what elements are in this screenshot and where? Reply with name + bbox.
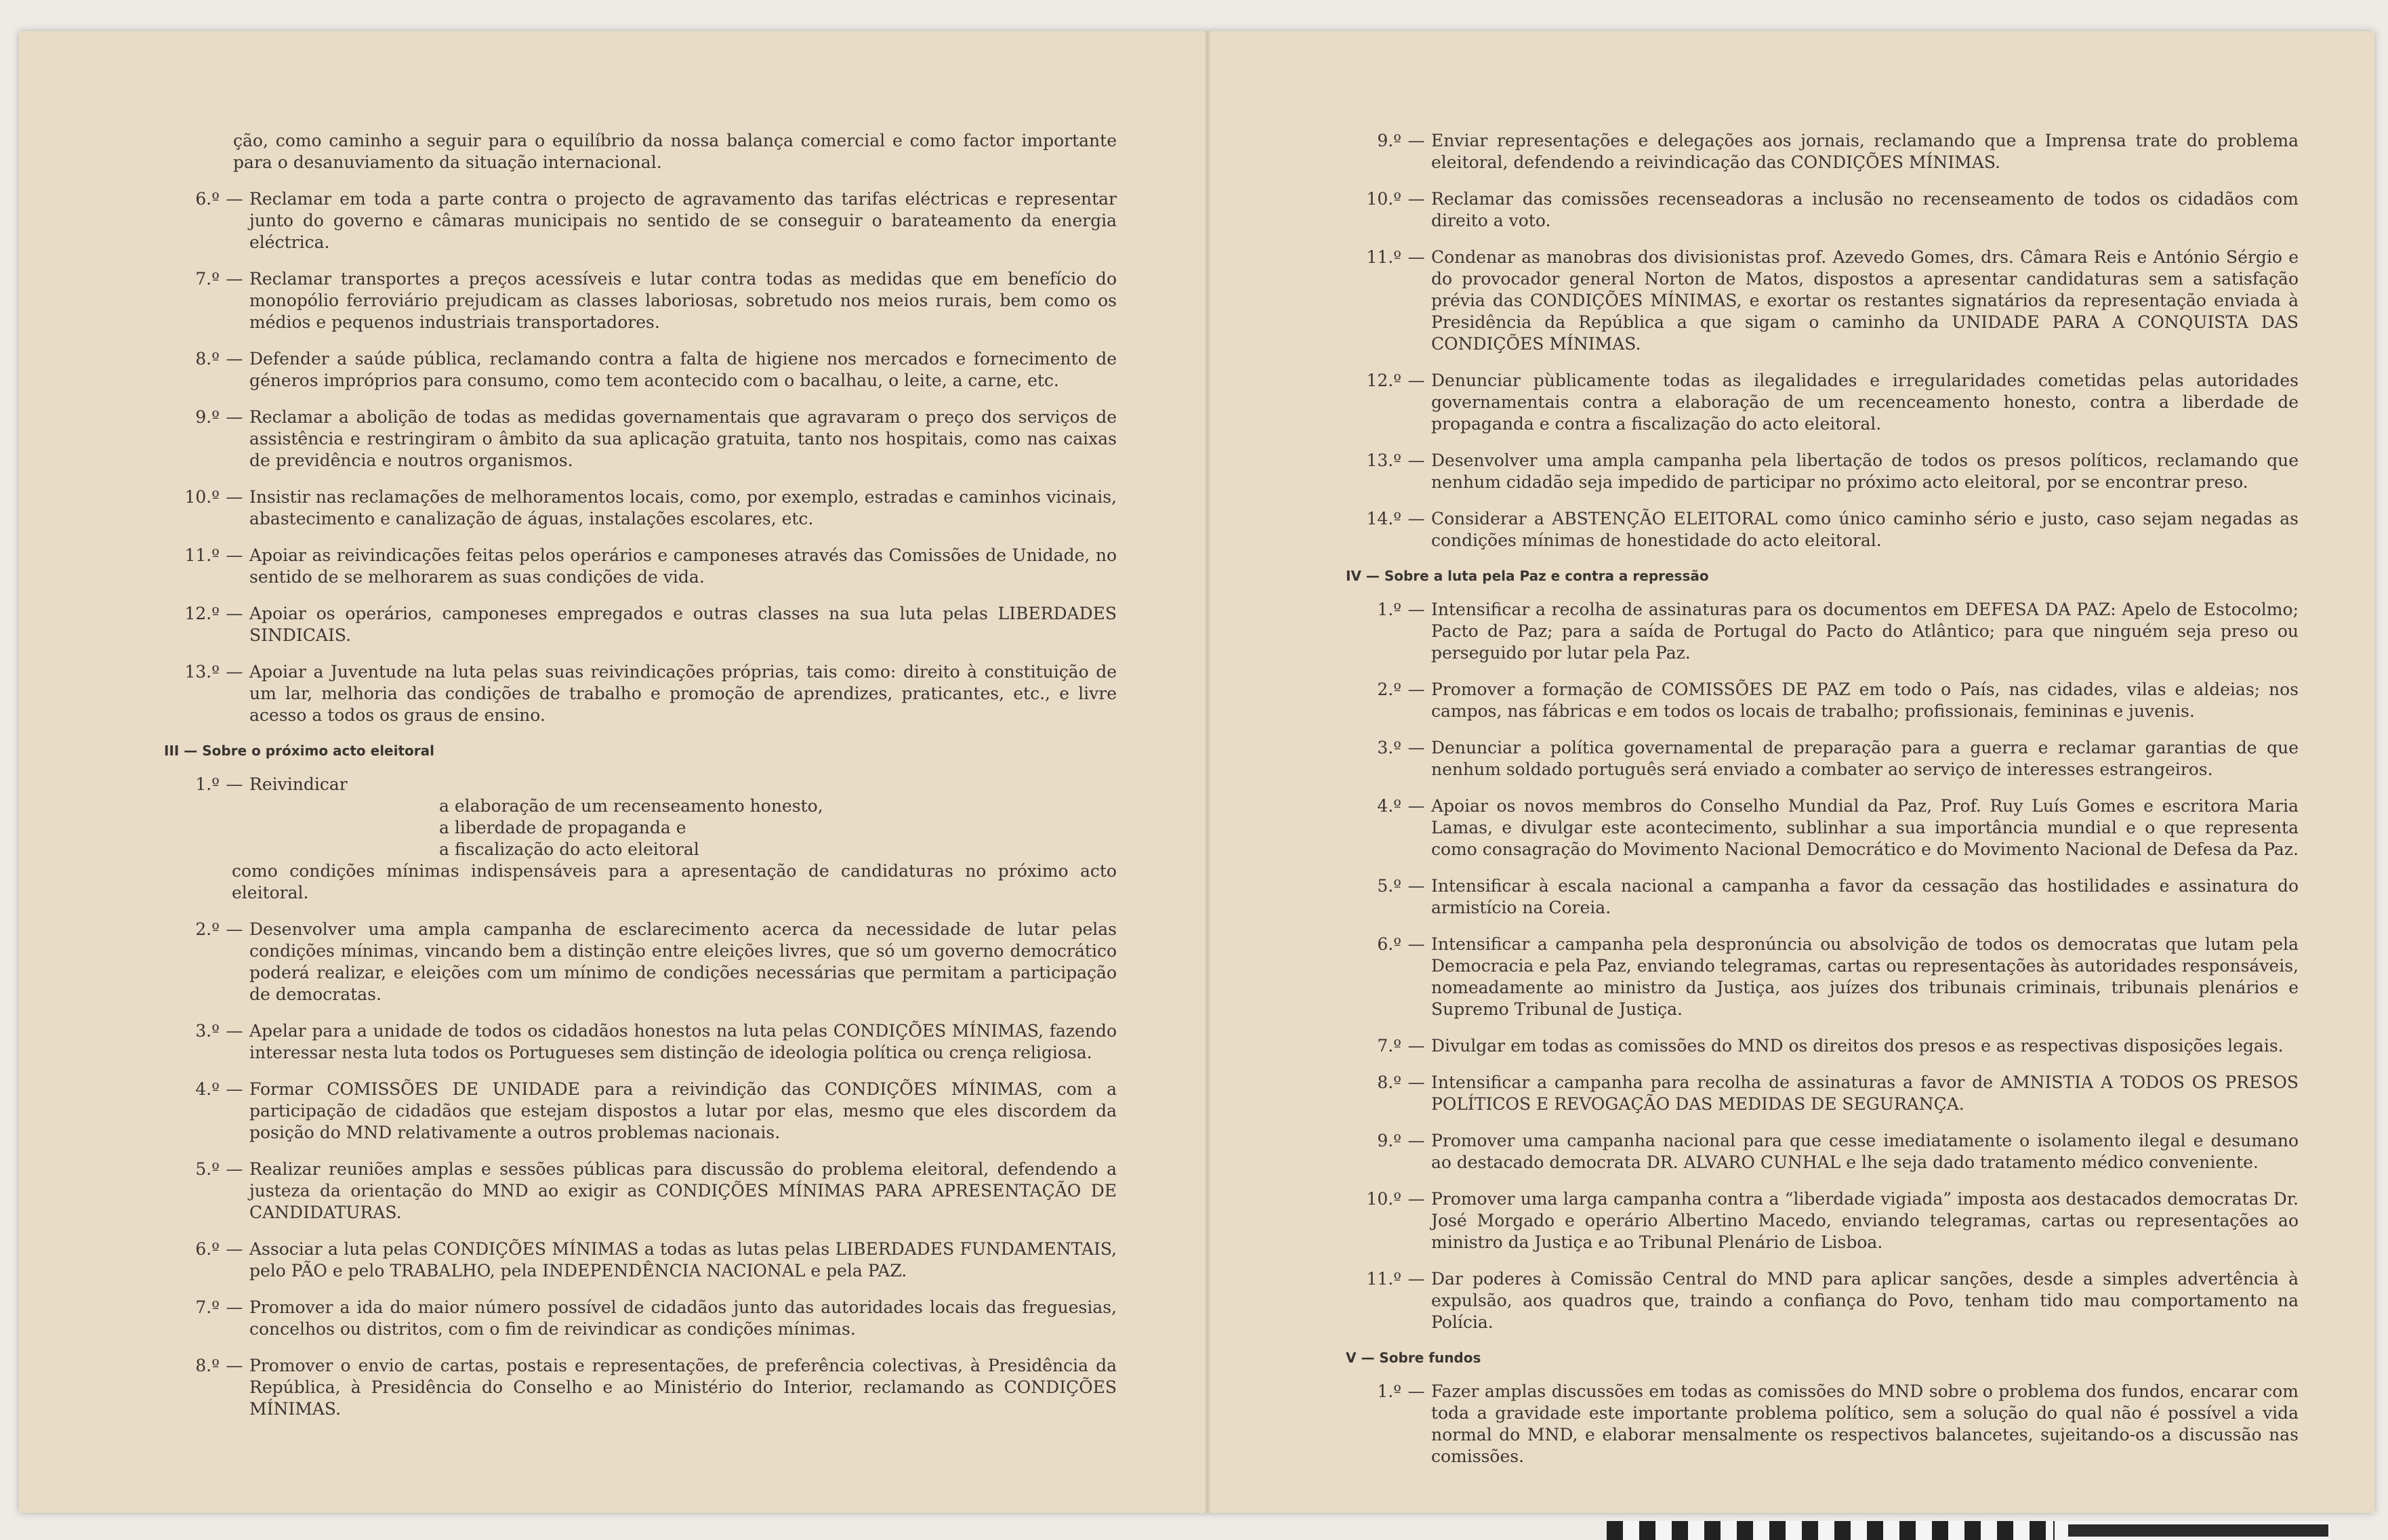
item-text: Divulgar em todas as comissões do MND os direitos dos presos e as respectivas disposições legais. bbox=[1431, 1036, 2284, 1056]
sub-list-line: a liberdade de propaganda e bbox=[439, 818, 686, 837]
sub-list-line: a fiscalização do acto eleitoral bbox=[439, 839, 699, 859]
item-number: 14.º bbox=[1366, 509, 1401, 528]
item-dash: — bbox=[226, 545, 243, 565]
item-text: Promover uma campanha nacional para que cesse imediatamente o isolamento ilegal e desumano ao destacado democrata DR. ALVARO CUNHAL e lhe seja dado tratamento médico conveniente. bbox=[1431, 1131, 2299, 1172]
item-dash: — bbox=[226, 774, 243, 794]
item-text: Intensificar a campanha para recolha de assinaturas a favor de AMNISTIA A TODOS OS PRESOS POLÍTICOS E REVOGAÇÃO DAS MEDIDAS DE SEGURANÇA. bbox=[1431, 1073, 2299, 1114]
left-page bbox=[141, 130, 1117, 1435]
item-number: 8.º bbox=[195, 1356, 220, 1375]
item-number: 4.º bbox=[1377, 796, 1401, 816]
center-fold bbox=[1204, 31, 1211, 1513]
item-number: 10.º bbox=[184, 487, 220, 507]
item-text: Dar poderes à Comissão Central do MND para aplicar sanções, desde a simples advertência à expulsão, aos quadros que, traindo a confiança do Povo, tenham tido mau comportamento na Polícia. bbox=[1431, 1269, 2299, 1332]
item-dash: — bbox=[1407, 1036, 1425, 1056]
list-item bbox=[1323, 875, 2299, 919]
item-text: Reclamar em toda a parte contra o projecto de agravamento das tarifas eléctricas e representar junto do governo e câmaras municipais no sentido de se conseguir o barateamento da energia eléctrica. bbox=[249, 189, 1117, 252]
item-dash: — bbox=[226, 1159, 243, 1179]
list-item bbox=[1323, 795, 2299, 860]
list-item bbox=[1323, 1381, 2299, 1468]
list-item bbox=[141, 407, 1117, 472]
item-dash: — bbox=[1407, 600, 1425, 619]
list-item bbox=[141, 268, 1117, 333]
item-number: 13.º bbox=[184, 662, 220, 682]
item-number: 3.º bbox=[195, 1021, 220, 1041]
item-text: Promover a ida do maior número possível de cidadãos junto das autoridades locais das freguesias, concelhos ou distritos, com o fim de reivindicar as condições mínimas. bbox=[249, 1297, 1117, 1339]
item-number: 12.º bbox=[1366, 371, 1401, 390]
item-dash: — bbox=[226, 487, 243, 507]
item-text: Desenvolver uma ampla campanha pela libertação de todos os presos políticos, reclamando que nenhum cidadão seja impedido de participar no próximo acto eleitoral, por se encontrar preso. bbox=[1431, 451, 2299, 492]
item-number: 8.º bbox=[195, 349, 220, 369]
section-heading-iii: III — Sobre o próximo acto eleitoral bbox=[164, 743, 434, 759]
document-sheet bbox=[19, 31, 2374, 1513]
sub-list bbox=[141, 795, 1117, 860]
item-dash: — bbox=[226, 604, 243, 623]
list-items-left-a bbox=[141, 188, 1117, 726]
item-dash: — bbox=[226, 269, 243, 289]
item-dash: — bbox=[1407, 1381, 1425, 1401]
item-dash: — bbox=[1407, 1269, 1425, 1289]
list-item bbox=[1323, 1072, 2299, 1115]
item-number: 2.º bbox=[195, 919, 220, 939]
item-dash: — bbox=[1407, 131, 1425, 150]
item-number: 9.º bbox=[1377, 131, 1401, 150]
item-text: Enviar representações e delegações aos jornais, reclamando que a Imprensa trate do problema eleitoral, defendendo a reivindicação das CONDIÇÕES MÍNIMAS. bbox=[1431, 131, 2299, 172]
item-text: Realizar reuniões amplas e sessões públicas para discussão do problema eleitoral, defendendo a justeza da orientação do MND ao exigir as CONDIÇÕES MÍNIMAS PARA APRESENTAÇÃO DE CANDIDATURAS. bbox=[249, 1159, 1117, 1222]
item-text: Insistir nas reclamações de melhoramentos locais, como, por exemplo, estradas e caminhos vicinais, abastecimento e canalização de águas, instalações escolares, etc. bbox=[249, 487, 1117, 528]
item-number: 13.º bbox=[1366, 451, 1401, 470]
item-number: 2.º bbox=[1377, 680, 1401, 699]
list-item bbox=[1323, 1130, 2299, 1173]
item-text: Promover uma larga campanha contra a “liberdade vigiada” imposta aos destacados democratas Dr. José Morgado e operário Albertino Macedo, enviando telegramas, cartas ou representações ao ministro da Justiça e ao Tribunal Plenário de Lisboa. bbox=[1431, 1189, 2299, 1252]
item-dash: — bbox=[1407, 371, 1425, 390]
list-item bbox=[141, 1355, 1117, 1420]
item-text: Denunciar pùblicamente todas as ilegalidades e irregularidades cometidas pelas autoridades governamentais contra a elaboração de um recenceamento honesto, contra a liberdade de propaganda e contra a fiscalização do acto eleitoral. bbox=[1431, 371, 2299, 434]
list-item bbox=[1323, 188, 2299, 232]
item-text: Considerar a ABSTENÇÃO ELEITORAL como único caminho sério e justo, caso sejam negadas as condições mínimas de honestidade do acto eleitoral. bbox=[1431, 509, 2299, 550]
list-item bbox=[141, 188, 1117, 253]
item-dash: — bbox=[1407, 876, 1425, 896]
list-item bbox=[1323, 450, 2299, 493]
list-item bbox=[141, 486, 1117, 530]
item-dash: — bbox=[1407, 680, 1425, 699]
list-items-right-c bbox=[1323, 1381, 2299, 1468]
item-number: 10.º bbox=[1366, 1189, 1401, 1209]
item-dash: — bbox=[1407, 796, 1425, 816]
list-item bbox=[1323, 1268, 2299, 1333]
list-item bbox=[1323, 130, 2299, 173]
item-number: 11.º bbox=[1366, 247, 1401, 267]
item-dash: — bbox=[226, 1079, 243, 1099]
list-item bbox=[1323, 370, 2299, 435]
item-text: Reivindicar bbox=[249, 774, 348, 794]
item-dash: — bbox=[1407, 1189, 1425, 1209]
list-item bbox=[141, 774, 1117, 795]
list-item bbox=[1323, 1035, 2299, 1057]
item-dash: — bbox=[1407, 451, 1425, 470]
item-dash: — bbox=[226, 1356, 243, 1375]
list-item bbox=[141, 1079, 1117, 1144]
item-text: Desenvolver uma ampla campanha de esclarecimento acerca da necessidade de lutar pelas condições mínimas, vincando bem a distinção entre eleições livres, que só um governo democrático poderá realizar, e eleições com um mínimo de condições necessárias que permitam a participação de democratas. bbox=[249, 919, 1117, 1004]
item-number: 11.º bbox=[184, 545, 220, 565]
item-text: Condenar as manobras dos divisionistas prof. Azevedo Gomes, drs. Câmara Reis e António Sérgio e do provocador general Norton de Matos, dispostos a apresentar candidaturas sem a satisfação prévia das CONDIÇÕES MÍNIMAS, e exortar os restantes signatários da representação enviada à Presidência da República a que sigam o caminho da UNIDADE PARA A CONQUISTA DAS CONDIÇÕES MÍNIMAS. bbox=[1431, 247, 2299, 354]
item-number: 1.º bbox=[1377, 600, 1401, 619]
item-number: 8.º bbox=[1377, 1073, 1401, 1092]
item-text: Apelar para a unidade de todos os cidadãos honestos na luta pelas CONDIÇÕES MÍNIMAS, fazendo interessar nesta luta todos os Portugueses sem distinção de ideologia política ou crença religiosa. bbox=[249, 1021, 1117, 1062]
item-text: Apoiar as reivindicações feitas pelos operários e camponeses através das Comissões de Unidade, no sentido de se melhorarem as suas condições de vida. bbox=[249, 545, 1117, 587]
item-dash: — bbox=[1407, 1073, 1425, 1092]
list-item bbox=[141, 545, 1117, 588]
item-continuation: como condições mínimas indispensáveis para a apresentação de candidaturas no próximo acto eleitoral. bbox=[232, 861, 1117, 902]
item-dash: — bbox=[1407, 509, 1425, 528]
item-text: Reclamar das comissões recenseadoras a inclusão no recenseamento de todos os cidadãos com direito a voto. bbox=[1431, 189, 2299, 230]
item-dash: — bbox=[226, 1297, 243, 1317]
item-text: Reclamar transportes a preços acessíveis e lutar contra todas as medidas que em benefício do monopólio ferroviário prejudicam as classes laboriosas, sobretudo nos meios rurais, bem como os médios e pequenos industriais transportadores. bbox=[249, 269, 1117, 332]
item-dash: — bbox=[1407, 247, 1425, 267]
item-dash: — bbox=[226, 1021, 243, 1041]
item-text: Intensificar à escala nacional a campanha a favor da cessação das hostilidades e assinatura do armistício na Coreia. bbox=[1431, 876, 2299, 917]
item-number: 1.º bbox=[1377, 1381, 1401, 1401]
item-text: Intensificar a campanha pela despronúncia ou absolvição de todos os democratas que lutam pela Democracia e pela Paz, enviando telegramas, cartas ou representações às autoridades responsáveis, nomeadamente ao ministro da Justiça, aos juízes dos tribunais criminais, tribunais plenários e Supremo Tribunal de Justiça. bbox=[1431, 934, 2299, 1019]
section-heading-iv: IV — Sobre a luta pela Paz e contra a repressão bbox=[1346, 568, 1709, 584]
list-item bbox=[1323, 679, 2299, 722]
list-item bbox=[141, 1297, 1117, 1340]
list-item bbox=[141, 603, 1117, 646]
item-number: 6.º bbox=[195, 189, 220, 209]
item-number: 3.º bbox=[1377, 738, 1401, 757]
list-item bbox=[1323, 247, 2299, 355]
list-item bbox=[141, 1159, 1117, 1224]
item-number: 5.º bbox=[1377, 876, 1401, 896]
continuation-paragraph: ção, como caminho a seguir para o equilíbrio da nossa balança comercial e como factor importante para o desanuviamento da situação internacional. bbox=[233, 131, 1117, 172]
list-item bbox=[1323, 1188, 2299, 1253]
item-text: Fazer amplas discussões em todas as comissões do MND sobre o problema dos fundos, encarar com toda a gravidade este importante problema político, sem a solução do qual não é possível a vida normal do MND, e elaborar mensalmente os respectivos balancetes, sujeitando-os a discussão nas comissões. bbox=[1431, 1381, 2299, 1466]
item-number: 12.º bbox=[184, 604, 220, 623]
item-text: Apoiar os novos membros do Conselho Mundial da Paz, Prof. Ruy Luís Gomes e escritora Maria Lamas, e divulgar este acontecimento, sublinhar a sua importância mundial e o que representa como consagração do Movimento Nacional Democrático e do Movimento Nacional de Defesa da Paz. bbox=[1431, 796, 2299, 859]
list-item bbox=[141, 1020, 1117, 1064]
item-number: 9.º bbox=[1377, 1131, 1401, 1150]
item-text: Defender a saúde pública, reclamando contra a falta de higiene nos mercados e fornecimento de géneros impróprios para consumo, como tem acontecido com o bacalhau, o leite, a carne, etc. bbox=[249, 349, 1117, 390]
item-dash: — bbox=[226, 407, 243, 427]
item-dash: — bbox=[1407, 934, 1425, 954]
right-page bbox=[1323, 130, 2299, 1482]
item-number: 7.º bbox=[195, 1297, 220, 1317]
item-dash: — bbox=[226, 1239, 243, 1259]
item-number: 7.º bbox=[1377, 1036, 1401, 1056]
list-item bbox=[141, 661, 1117, 726]
list-item bbox=[1323, 508, 2299, 552]
item-text: Reclamar a abolição de todas as medidas governamentais que agravaram o preço dos serviços de assistência e restringiram o âmbito da sua aplicação gratuita, tanto nos hospitais, como nas caixas de previdência e noutros organismos. bbox=[249, 407, 1117, 470]
item-text: Intensificar a recolha de assinaturas para os documentos em DEFESA DA PAZ: Apelo de Estocolmo; Pacto de Paz; para a saída de Portugal do Pacto do Atlântico; para que ninguém seja preso ou perseguido por lutar pela Paz. bbox=[1431, 600, 2299, 663]
item-number: 5.º bbox=[195, 1159, 220, 1179]
list-item bbox=[141, 919, 1117, 1005]
item-number: 6.º bbox=[1377, 934, 1401, 954]
item-number: 6.º bbox=[195, 1239, 220, 1259]
item-number: 11.º bbox=[1366, 1269, 1401, 1289]
item-number: 1.º bbox=[195, 774, 220, 794]
item-dash: — bbox=[1407, 1131, 1425, 1150]
item-text: Formar COMISSÕES DE UNIDADE para a reivindição das CONDIÇÕES MÍNIMAS, com a participação de cidadãos que estejam dispostos a lutar por elas, mesmo que eles discordem da posição do MND relativamente a outros problemas nacionais. bbox=[249, 1079, 1117, 1142]
item-text: Promover o envio de cartas, postais e representações, de preferência colectivas, à Presidência da República, à Presidência do Conselho e ao Ministério do Interior, reclamando as CONDIÇÕES MÍNIMAS. bbox=[249, 1356, 1117, 1419]
list-item bbox=[141, 348, 1117, 392]
list-item bbox=[141, 1239, 1117, 1282]
item-text: Denunciar a política governamental de preparação para a guerra e reclamar garantias de que nenhum soldado português será enviado a combater ao serviço de interesses estrangeiros. bbox=[1431, 738, 2299, 779]
list-item bbox=[1323, 599, 2299, 664]
list-items-left-b bbox=[141, 919, 1117, 1420]
item-dash: — bbox=[226, 662, 243, 682]
list-items-right-b bbox=[1323, 599, 2299, 1333]
list-items-right-a bbox=[1323, 130, 2299, 552]
list-item bbox=[1323, 934, 2299, 1020]
list-item bbox=[1323, 737, 2299, 781]
item-dash: — bbox=[226, 919, 243, 939]
item-text: Associar a luta pelas CONDIÇÕES MÍNIMAS a todas as lutas pelas LIBERDADES FUNDAMENTAIS, pelo PÃO e pelo TRABALHO, pela INDEPENDÊNCIA NACIONAL e pela PAZ. bbox=[249, 1239, 1117, 1281]
item-dash: — bbox=[1407, 189, 1425, 209]
section-heading-v: V — Sobre fundos bbox=[1346, 1350, 1481, 1366]
item-number: 4.º bbox=[195, 1079, 220, 1099]
sub-list-line: a elaboração de um recenseamento honesto, bbox=[439, 796, 823, 816]
item-number: 10.º bbox=[1366, 189, 1401, 209]
item-text: Apoiar os operários, camponeses empregados e outras classes na sua luta pelas LIBERDADES SINDICAIS. bbox=[249, 604, 1117, 645]
item-dash: — bbox=[226, 349, 243, 369]
color-bar bbox=[2068, 1524, 2328, 1537]
item-number: 7.º bbox=[195, 269, 220, 289]
item-dash: — bbox=[1407, 738, 1425, 757]
item-text: Promover a formação de COMISSÕES DE PAZ em todo o País, nas cidades, vilas e aldeias; nos campos, nas fábricas e em todos os locais de trabalho; profissionais, femininas e juvenis. bbox=[1431, 680, 2299, 721]
item-dash: — bbox=[226, 189, 243, 209]
item-number: 9.º bbox=[195, 407, 220, 427]
item-text: Apoiar a Juventude na luta pelas suas reivindicações próprias, tais como: direito à constituição de um lar, melhoria das condições de trabalho e promoção de aprendizes, praticantes, etc., e livre acesso a todos os graus de ensino. bbox=[249, 662, 1117, 725]
